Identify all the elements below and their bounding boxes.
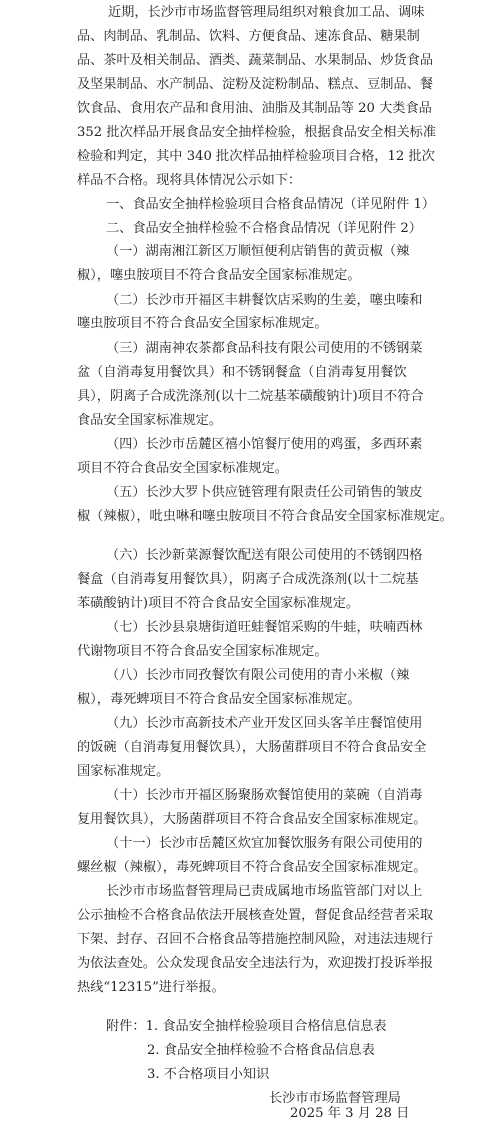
text-line: （一）湖南湘江新区万顺恒便利店销售的黄贡椒（辣 bbox=[106, 244, 410, 259]
text-line: （三）湖南神农茶都食品科技有限公司使用的不锈钢菜 bbox=[106, 341, 423, 356]
text-line: 噻虫胺项目不符合食品安全国家标准规定。 bbox=[77, 316, 328, 331]
text-line: （十一）长沙市岳麓区炊宜加餐饮服务有限公司使用的 bbox=[106, 836, 423, 851]
section-heading: 一、食品安全抽样检验项目合格食品情况（详见附件 1） bbox=[106, 197, 436, 212]
attachment-item: 1. 食品安全抽样检验项目合格信息信息表 bbox=[145, 1019, 387, 1034]
signature-org: 长沙市市场监督管理局 bbox=[269, 1091, 401, 1106]
text-line: 公示抽检不合格食品依法开展核查处置，督促食品经营者采取 bbox=[77, 908, 434, 923]
text-line: 具），阴离子合成洗涤剂(以十二烷基苯磺酸钠计)项目不符合 bbox=[77, 389, 424, 404]
text-line: 的饭碗（自消毒复用餐饮具），大肠菌群项目不符合食品安全 bbox=[77, 740, 427, 755]
attachment-item: 2. 食品安全抽样检验不合格食品信息表 bbox=[147, 1043, 375, 1058]
text-line: （八）长沙市同孜餐饮有限公司使用的青小米椒（辣 bbox=[106, 668, 410, 683]
text-line: （五）长沙大罗卜供应链管理有限责任公司销售的皱皮 bbox=[106, 485, 423, 500]
text-line: 样品不合格。现将具体情况公示如下： bbox=[77, 173, 302, 188]
text-line: 项目不符合食品安全国家标准规定。 bbox=[77, 461, 288, 476]
attachments-label: 附件： bbox=[106, 1019, 146, 1034]
signature-date: 2025 年 3 月 28 日 bbox=[290, 1106, 410, 1121]
text-line: 螺丝椒（辣椒），毒死蜱项目不符合食品安全国家标准规定。 bbox=[77, 860, 427, 875]
text-line: 代谢物项目不符合食品安全国家标准规定。 bbox=[77, 644, 328, 659]
text-line: 热线“12315”进行举报。 bbox=[77, 980, 225, 995]
text-line: （四）长沙市岳麓区禧小馆餐厅使用的鸡蛋，多西环素 bbox=[106, 437, 423, 452]
section-heading: 二、食品安全抽样检验不合格食品情况（详见附件 2） bbox=[106, 221, 422, 236]
text-line: 国家标准规定。 bbox=[77, 764, 170, 779]
text-line: 椒），噻虫胺项目不符合食品安全国家标准规定。 bbox=[77, 268, 361, 283]
text-line: 品、肉制品、乳制品、饮料、方便食品、速冻食品、糖果制 bbox=[77, 29, 420, 44]
text-line: 为依法查处。公众发现食品安全违法行为，欢迎拨打投诉举报 bbox=[77, 956, 434, 971]
text-line: （十）长沙市开福区肠聚肠欢餐馆使用的菜碗（自消毒 bbox=[106, 788, 423, 803]
attachment-item: 3. 不合格项目小知识 bbox=[147, 1067, 270, 1082]
text-line: （七）长沙县泉塘街道旺蛙餐馆采购的牛蛙，呋喃西林 bbox=[106, 620, 423, 635]
text-line: 椒（辣椒），吡虫啉和噻虫胺项目不符合食品安全国家标准规定。 bbox=[77, 509, 453, 524]
text-line: 352 批次样品开展食品安全抽样检验，根据食品安全相关标准 bbox=[77, 125, 437, 140]
text-line: 近期，长沙市市场监督管理局组织对粮食加工品、调味 bbox=[108, 5, 425, 20]
text-line: 长沙市市场监督管理局已责成属地市场监管部门对以上 bbox=[106, 884, 423, 899]
text-line: 苯磺酸钠计)项目不符合食品安全国家标准规定。 bbox=[77, 596, 360, 611]
text-line: （二）长沙市开福区丰耕餐饮店采购的生姜，噻虫嗪和 bbox=[106, 293, 423, 308]
text-line: （六）长沙新菜源餐饮配送有限公司使用的不锈钢四格 bbox=[106, 548, 423, 563]
text-line: 复用餐饮具），大肠菌群项目不符合食品安全国家标准规定。 bbox=[77, 812, 427, 827]
text-line: 餐盒（自消毒复用餐饮具），阴离子合成洗涤剂(以十二烷基 bbox=[77, 572, 419, 587]
text-line: 食品安全国家标准规定。 bbox=[77, 413, 223, 428]
text-line: 品、茶叶及相关制品、酒类、蔬菜制品、水果制品、炒货食品 bbox=[77, 53, 434, 68]
text-line: 饮食品、食用农产品和食用油、油脂及其制品等 20 大类食品 bbox=[77, 101, 432, 116]
text-line: 盆（自消毒复用餐饮具）和不锈钢餐盒（自消毒复用餐饮 bbox=[77, 365, 407, 380]
text-line: 椒），毒死蜱项目不符合食品安全国家标准规定。 bbox=[77, 692, 361, 707]
text-line: 下架、封存、召回不合格食品等措施控制风险，对违法违规行 bbox=[77, 932, 434, 947]
text-line: 及坚果制品、水产制品、淀粉及淀粉制品、糕点、豆制品、餐 bbox=[77, 77, 434, 92]
attachments-list bbox=[0, 1016, 500, 1038]
text-line: 检验和判定，其中 340 批次样品抽样检验项目合格，12 批次 bbox=[77, 149, 435, 164]
text-line: （九）长沙市高新技术产业开发区回头客羊庄餐馆使用 bbox=[106, 716, 423, 731]
